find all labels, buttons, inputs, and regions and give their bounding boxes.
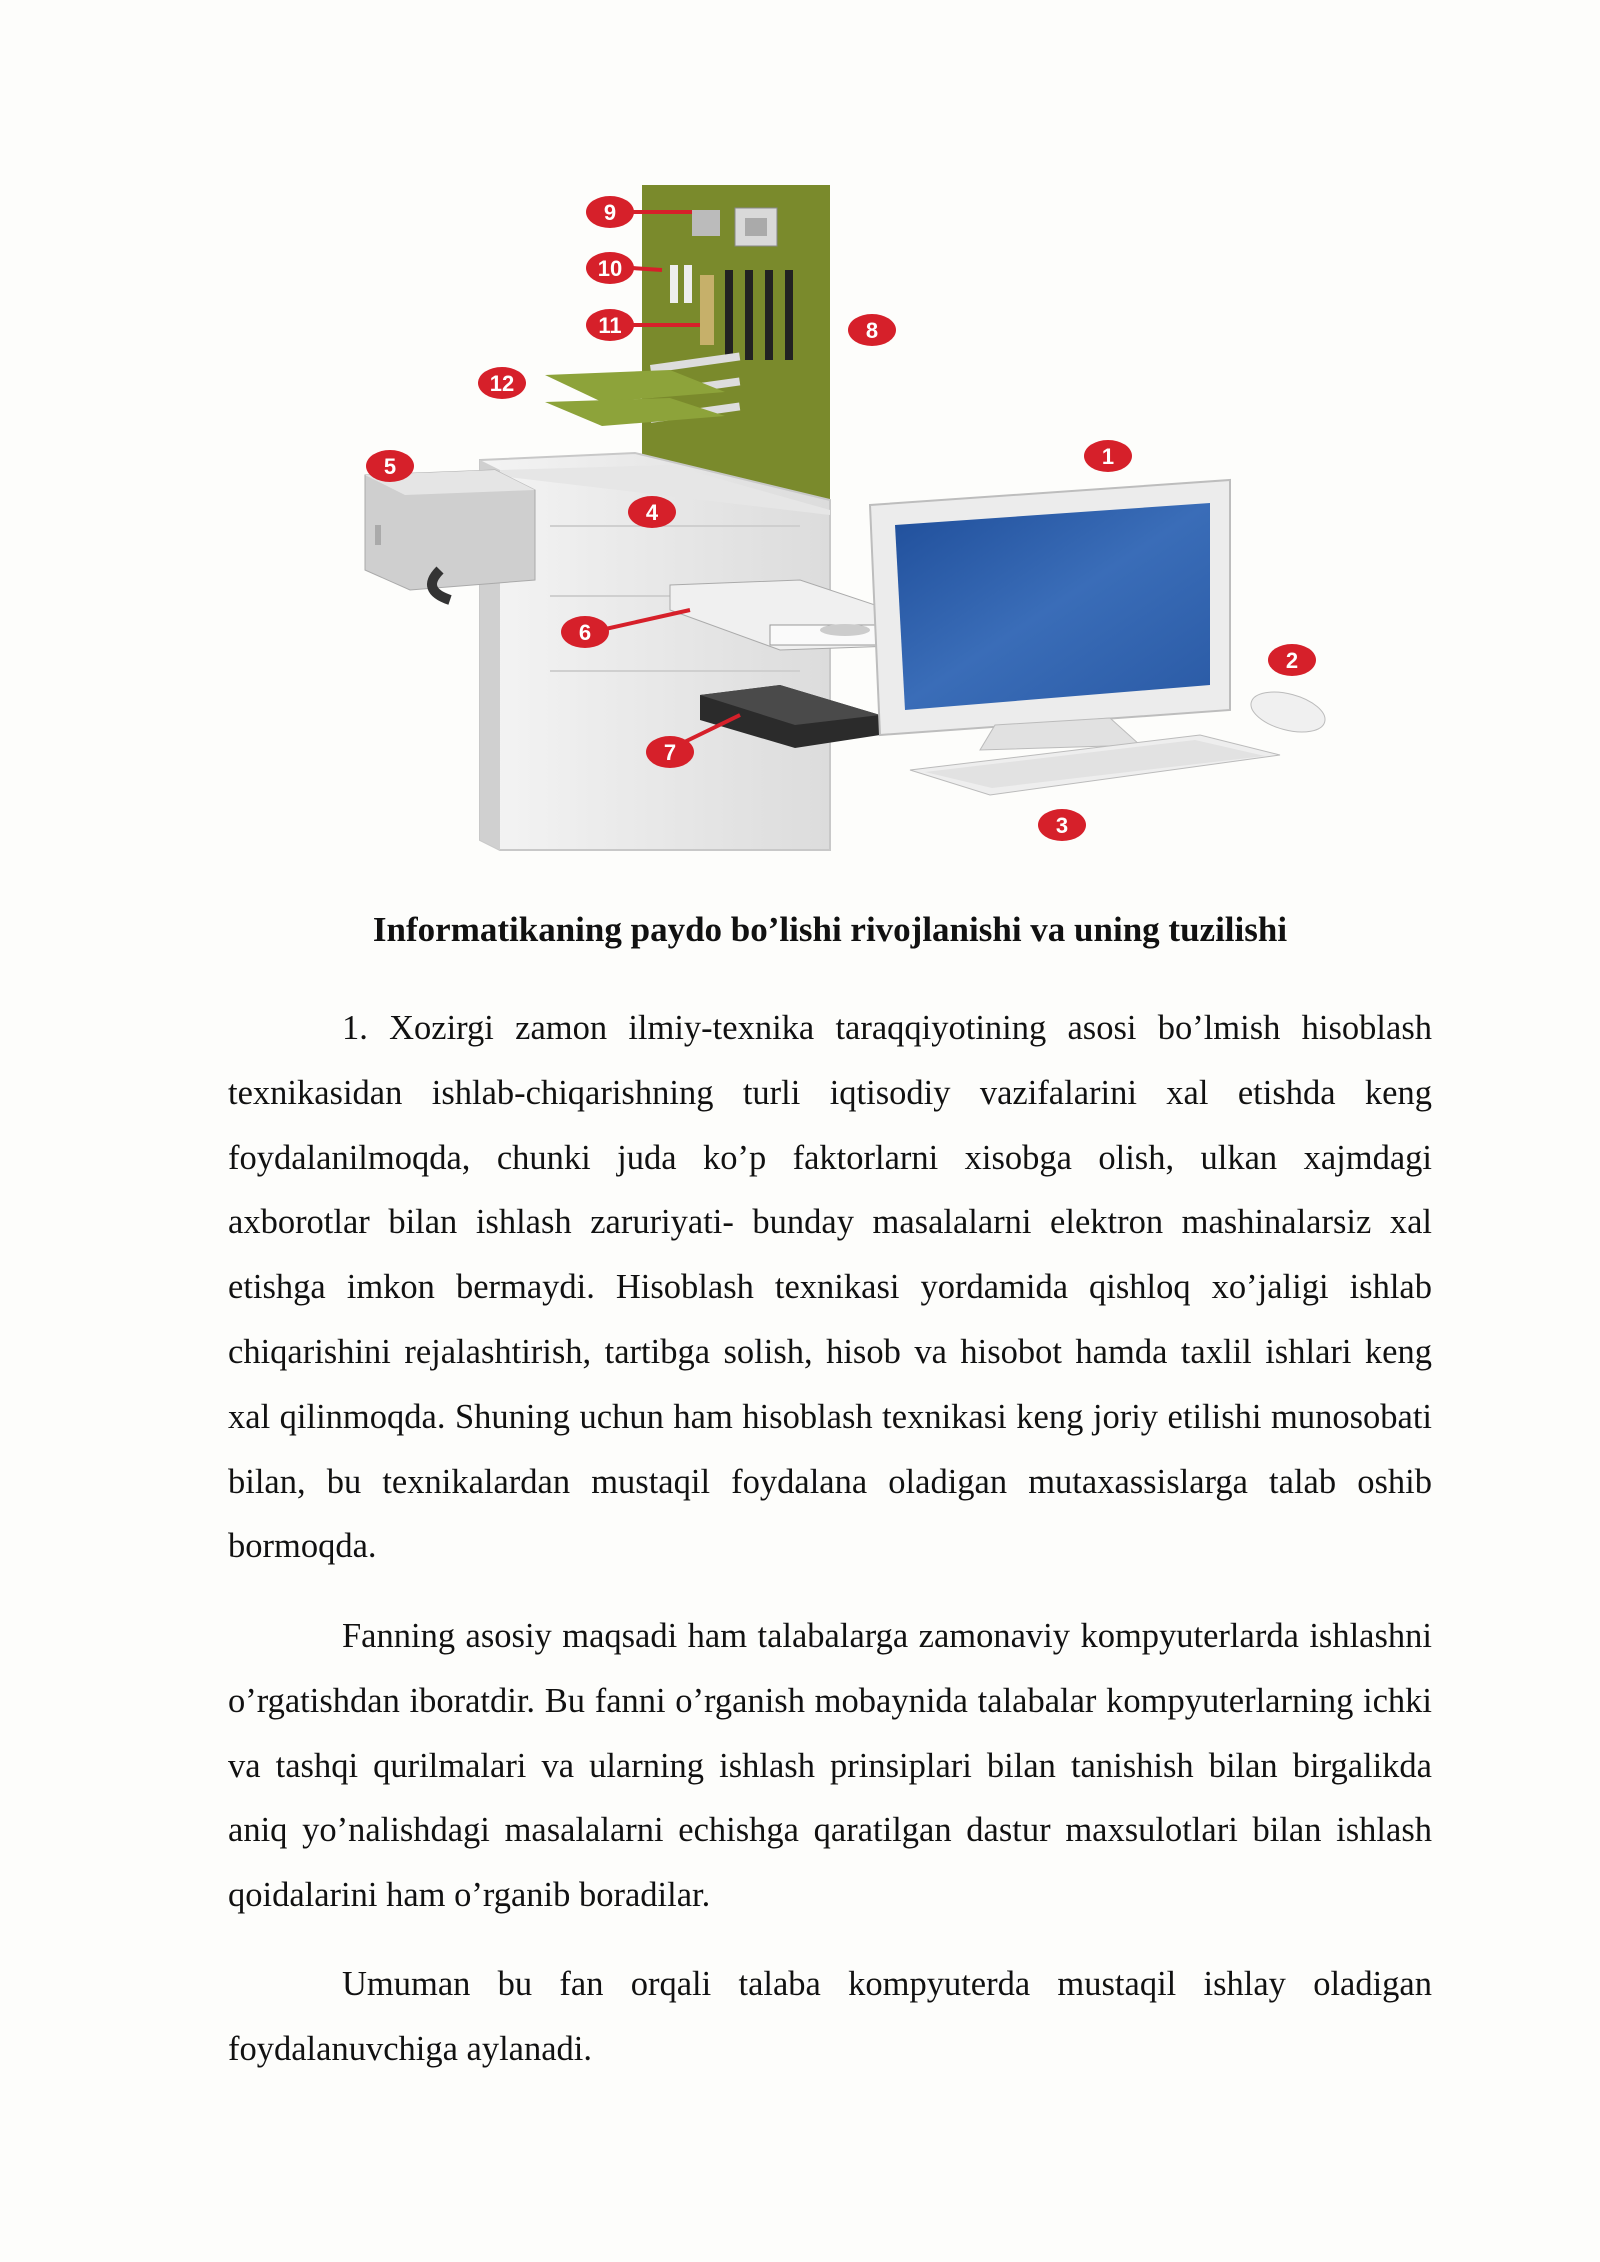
callout-badge-2 <box>1268 644 1316 676</box>
svg-text:9: 9 <box>603 200 617 225</box>
callout-badge-9 <box>586 196 634 228</box>
svg-text:1: 1 <box>1101 444 1115 469</box>
svg-text:11: 11 <box>598 313 622 338</box>
callout-badge-1 <box>1084 440 1132 472</box>
paragraph-1: 1. Xozirgi zamon ilmiy-texnika taraqqiyotining asosi bo’lmish hisoblash texnikasidan ishlab-chiqarishning turli iqtisodiy vazifalarini xal etishda keng foydalanilmoqda, chunki juda ko’p faktorlarni xisobga olish, ulkan xajmdagi axborotlar bilan ishlash zaruriyati- bunday masalalarni elektron mashinalarsiz xal etishga imkon bermaydi. Hisoblash texnikasi yordamida qishloq xo’jaligi ishlab chiqarishini rejalashtirish, tartibga solish, hisob va hisobot hamda taxlil ishlari keng xal qilinmoqda. Shuning uchun ham hisoblash texnikasi keng joriy etilishi munosobati bilan, bu texnikalardan mustaqil foydalana oladigan mutaxassislarga talab oshib bormoqda. <box>228 1009 1432 1566</box>
power-supply <box>365 470 535 600</box>
svg-text:12: 12 <box>489 371 515 396</box>
svg-text:3: 3 <box>1055 813 1069 838</box>
callout-badge-7 <box>646 736 694 768</box>
callout-badge-5 <box>366 450 414 482</box>
computer-components-figure <box>340 170 1340 860</box>
svg-text:8: 8 <box>865 318 879 343</box>
callout-badge-3 <box>1038 809 1086 841</box>
section-title: Informatikaning paydo bo’lishi rivojlanishi va uning tuzilishi <box>372 910 1288 949</box>
svg-text:4: 4 <box>645 500 659 525</box>
monitor <box>870 480 1230 750</box>
callout-badge-10 <box>586 252 634 284</box>
paragraph-3: Umuman bu fan orqali talaba kompyuterda mustaqil ishlay oladigan foydalanuvchiga aylanadi. <box>228 1965 1432 2068</box>
svg-text:2: 2 <box>1285 648 1299 673</box>
mouse <box>1247 685 1330 739</box>
motherboard <box>642 185 830 500</box>
svg-text:6: 6 <box>578 620 592 645</box>
computer-components-diagram-icon <box>340 170 1340 860</box>
svg-text:5: 5 <box>383 454 397 479</box>
callout-badge-6 <box>561 616 609 648</box>
svg-text:10: 10 <box>597 256 623 281</box>
callout-badge-8 <box>848 314 896 346</box>
svg-text:7: 7 <box>663 740 677 765</box>
callout-badge-12 <box>478 367 526 399</box>
paragraph-2: Fanning asosiy maqsadi ham talabalarga zamonaviy kompyuterlarda ishlashni o’rgatishdan iboratdir. Bu fanni o’rganish mobaynida talabalar kompyuterlarning ichki va tashqi qurilmalari va ularning ishlash prinsiplari bilan tanishish bilan birgalikda aniq yo’nalishdagi masalalarni echishga qaratilgan dastur maxsulotlari bilan ishlash qoidalarini ham o’rganib boradilar. <box>228 1617 1432 1915</box>
callout-badge-4 <box>628 496 676 528</box>
callout-badge-11 <box>586 309 634 341</box>
